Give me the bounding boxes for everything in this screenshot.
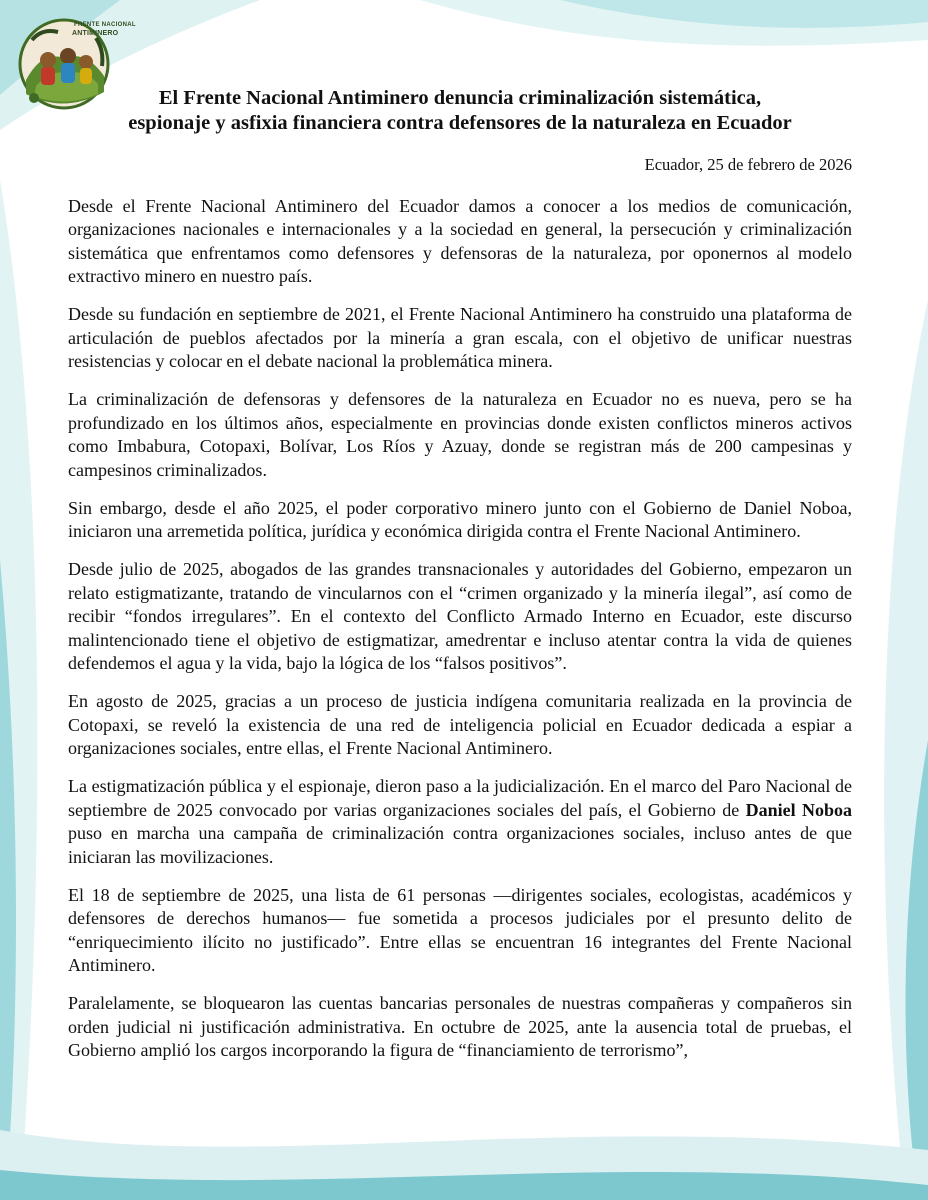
document-title bbox=[68, 86, 852, 135]
paragraph-5: Desde julio de 2025, abogados de las grandes transnacionales y autoridades del Gobierno, empezaron un relato estigmatizante, tratando de vincularnos con el “crimen organizado y la minería ilegal”, así como de recibir “fondos irregulares”. En el contexto del Conflicto Armado Interno en Ecuador, este discurso malintencionado tiene el objetivo de estigmatizar, amedrentar e incluso atentar contra la vida de quienes defendemos el agua y la vida, bajo la lógica de los “falsos positivos”. bbox=[68, 559, 852, 674]
paragraph-4: Sin embargo, desde el año 2025, el poder corporativo minero junto con el Gobierno de Daniel Noboa, iniciaron una arremetida política, jurídica y económica dirigida contra el Frente Nacional Antiminero. bbox=[68, 497, 852, 542]
title-line-1: El Frente Nacional Antiminero denuncia criminalización sistemática, bbox=[158, 87, 762, 109]
paragraph-3: La criminalización de defensoras y defensores de la naturaleza en Ecuador no es nueva, pero se ha profundizado en los últimos años, especialmente en provincias donde existen conflictos mineros activos como Imbabura, Cotopaxi, Bolívar, Los Ríos y Azuay, donde se registran más de 200 campesinas y campesinos criminalizados. bbox=[68, 389, 852, 480]
paragraph-6: En agosto de 2025, gracias a un proceso de justicia indígena comunitaria realizada en la provincia de Cotopaxi, se reveló la existencia de una red de inteligencia policial en Ecuador dedicada a espiar a organizaciones sociales, entre ellas, el Frente Nacional Antiminero. bbox=[68, 691, 852, 759]
paragraph-7-part-1: La estigmatización pública y el espionaje, dieron paso a la judicialización. En el marco del Paro Nacional de septiembre de 2025 convocado por varias organizaciones sociales del país, el Gobierno de bbox=[68, 776, 852, 820]
paragraph-2: Desde su fundación en septiembre de 2021, el Frente Nacional Antiminero ha construido una plataforma de articulación de pueblos afectados por la minería a gran escala, con el objetivo de unificar nuestras resistencias y colocar en el debate nacional la problemática minera. bbox=[68, 304, 852, 372]
document-body bbox=[68, 86, 852, 1063]
document-date: Ecuador, 25 de febrero de 2026 bbox=[644, 155, 852, 175]
paragraph-7-bold-name: Daniel Noboa bbox=[745, 799, 852, 820]
logo-text-line1: FRENTE NACIONAL bbox=[74, 22, 136, 28]
title-line-2: espionaje y asfixia financiera contra defensores de la naturaleza en Ecuador bbox=[128, 111, 792, 134]
paragraph-9: Paralelamente, se bloquearon las cuentas bancarias personales de nuestras compañeras y compañeros sin orden judicial ni justificación administrativa. En octubre de 2025, ante la ausencia total de pruebas, el Gobierno amplió los cargos incorporando la figura de “financiamiento de terrorismo”, bbox=[68, 993, 852, 1061]
paragraph-7 bbox=[68, 775, 852, 869]
logo-text-line2: ANTIMINERO bbox=[72, 30, 119, 37]
paragraph-1: Desde el Frente Nacional Antiminero del Ecuador damos a conocer a los medios de comunicación, organizaciones nacionales e internacionales y a la sociedad en general, la persecución y criminalización sistemática que enfrentamos como defensores y defensoras de la naturaleza, por oponernos al modelo extractivo minero en nuestro país. bbox=[68, 195, 852, 287]
paragraph-7-part-2: puso en marcha una campaña de criminalización contra organizaciones sociales, incluso antes de que iniciaran las movilizaciones. bbox=[68, 823, 852, 867]
organization-logo bbox=[12, 10, 136, 118]
paragraph-8: El 18 de septiembre de 2025, una lista de 61 personas —dirigentes sociales, ecologistas, académicos y defensores de derechos humanos— fue sometida a procesos judiciales por el presunto delito de “enriquecimiento ilícito no justificado”. Entre ellas se encuentran 16 integrantes del Frente Nacional Antiminero. bbox=[68, 884, 852, 976]
